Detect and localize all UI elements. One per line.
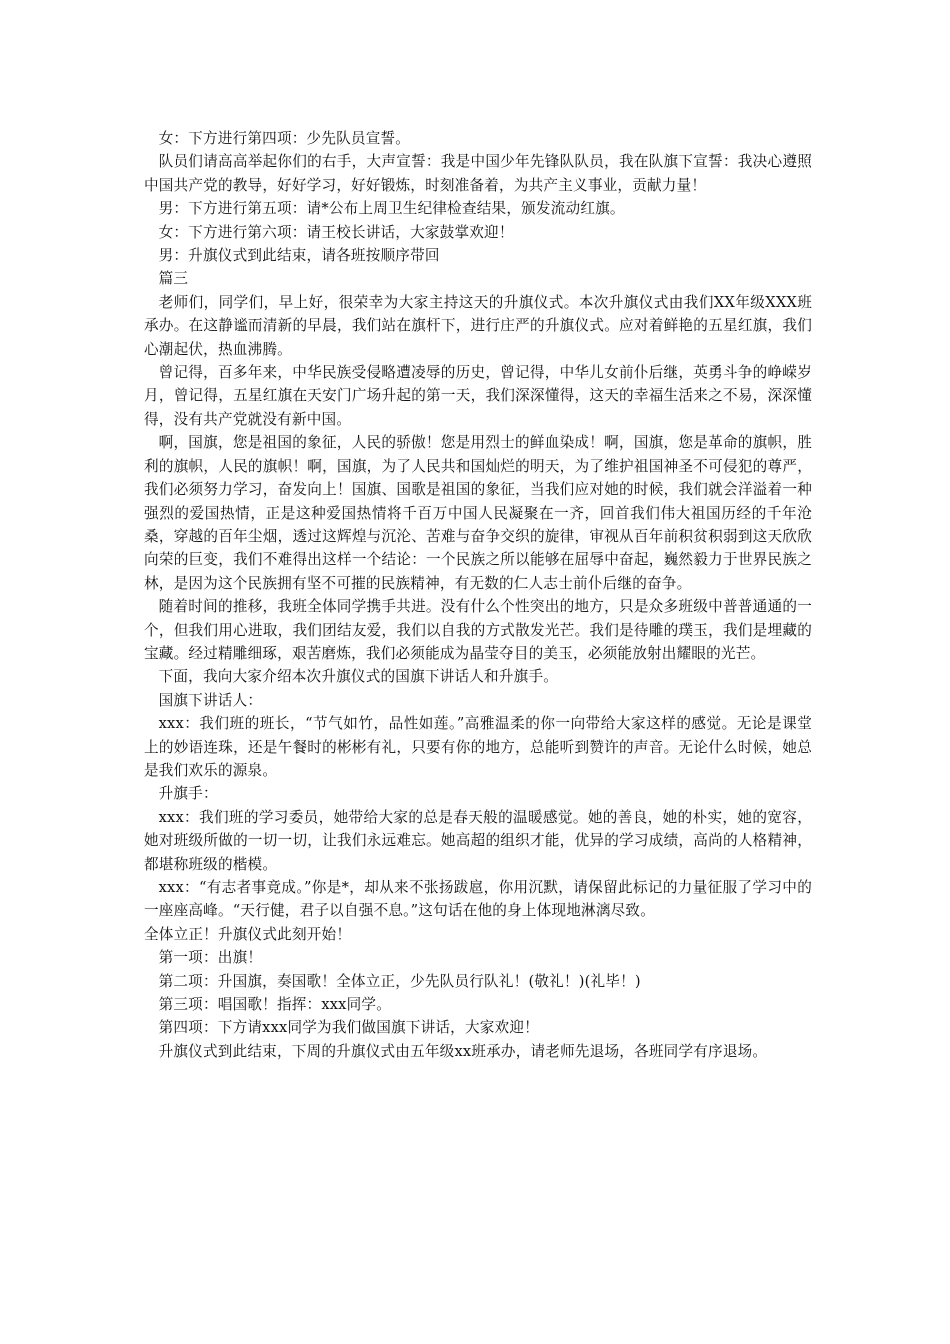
paragraph-raiser-desc-2: xxx：“有志者事竟成。”你是*，却从来不张扬跋扈，你用沉默，请保留此标记的力量征服了学习中的一座座高峰。“天行健，君子以自强不息。”这句话在他的身上体现地淋漓尽致。 <box>144 879 812 920</box>
document-body <box>144 127 812 1063</box>
paragraph-item-fourth: 女：下方进行第四项：少先队员宣誓。 <box>158 130 411 147</box>
paragraph-raiser-label: 升旗手： <box>158 785 218 803</box>
paragraph-item-sixth: 女：下方进行第六项：请王校长讲话，大家鼓掌欢迎！ <box>158 223 514 241</box>
paragraph-raiser-desc-1: xxx：我们班的学习委员，她带给大家的总是春天般的温暖感觉。她的善良，她的朴实，她的宽容，她对班级所做的一切一切，让我们永远难忘。她高超的组织才能，优异的学习成绩，高尚的人格精神，都堪称班级的楷模。 <box>144 808 812 873</box>
paragraph-step-1: 第一项：出旗！ <box>158 949 263 967</box>
paragraph-step-3: 第三项：唱国歌！指挥：xxx同学。 <box>158 996 391 1014</box>
paragraph-item-fifth: 男：下方进行第五项：请*公布上周卫生纪律检查结果，颁发流动红旗。 <box>158 200 625 218</box>
paragraph-flag-ode: 啊，国旗，您是祖国的象征，人民的骄傲！您是用烈士的鲜血染成！啊，国旗，您是革命的旗帜，胜利的旗帜，人民的旗帜！啊，国旗，为了人民共和国灿烂的明天，为了维护祖国神圣不可侵犯的尊严，我们必须努力学习，奋发向上！国旗、国歌是祖国的象征，当我们应对她的时候，我们就会洋溢着一种强烈的爱国热情，正是这种爱国热情将千百万中国人民凝聚在一齐，回首我们伟大祖国历经的千年沧桑，穿越的百年尘烟，透过这辉煌与沉沦、苦难与奋争交织的旋律，审视从百年前积贫积弱到这天欣欣向荣的巨变，我们不难得出这样一个结论：一个民族之所以能够在屈辱中奋起，巍然毅力于世界民族之林，是因为这个民族拥有坚不可摧的民族精神，有无数的仁人志士前仆后继的奋争。 <box>144 434 812 592</box>
paragraph-ending: 升旗仪式到此结束，下周的升旗仪式由五年级xx班承办，请老师先退场，各班同学有序退场。 <box>158 1042 768 1060</box>
paragraph-attention: 全体立正！升旗仪式此刻开始！ <box>144 925 352 943</box>
paragraph-history: 曾记得，百多年来，中华民族受侵略遭凌辱的历史，曾记得，中华儿女前仆后继，英勇斗争的峥嵘岁月，曾记得，五星红旗在天安门广场升起的第一天，我们深深懂得，这天的幸福生活来之不易，深深懂得，没有共产党就没有新中国。 <box>144 364 812 428</box>
paragraph-speaker-desc: xxx：我们班的班长，“节气如竹，品性如莲。”高雅温柔的你一向带给大家这样的感觉。无论是课堂上的妙语连珠，还是午餐时的彬彬有礼，只要有你的地方，总能听到赞许的声音。无论什么时候，她总是我们欢乐的源泉。 <box>144 715 812 779</box>
paragraph-pledge: 队员们请高高举起你们的右手，大声宣誓：我是中国少年先锋队队员，我在队旗下宣誓：我决心遵照中国共产党的教导，好好学习，好好锻炼，时刻准备着，为共产主义事业，贡献力量！ <box>144 153 812 194</box>
paragraph-class: 随着时间的推移，我班全体同学携手共进。没有什么个性突出的地方，只是众多班级中普普通通的一个，但我们用心进取，我们团结友爱，我们以自我的方式散发光芒。我们是待雕的璞玉，我们是埋藏的宝藏。经过精雕细琢，艰苦磨炼，我们必须能成为晶莹夺目的美玉，必须能放射出耀眼的光芒。 <box>144 598 812 662</box>
paragraph-step-4: 第四项：下方请xxx同学为我们做国旗下讲话，大家欢迎！ <box>158 1019 539 1037</box>
paragraph-greeting: 老师们，同学们，早上好，很荣幸为大家主持这天的升旗仪式。本次升旗仪式由我们XX年级XXX班承办。在这静谧而清新的早晨，我们站在旗杆下，进行庄严的升旗仪式。应对着鲜艳的五星红旗，我们心潮起伏，热血沸腾。 <box>144 293 812 358</box>
paragraph-introduction: 下面，我向大家介绍本次升旗仪式的国旗下讲话人和升旗手。 <box>158 668 559 686</box>
paragraph-step-2: 第二项：升国旗，奏国歌！全体立正，少先队员行队礼！(敬礼！)(礼毕！) <box>158 972 641 990</box>
section-heading: 篇三 <box>158 270 189 288</box>
paragraph-speaker-label: 国旗下讲话人： <box>158 691 263 709</box>
paragraph-closing: 男：升旗仪式到此结束，请各班按顺序带回 <box>158 247 440 265</box>
